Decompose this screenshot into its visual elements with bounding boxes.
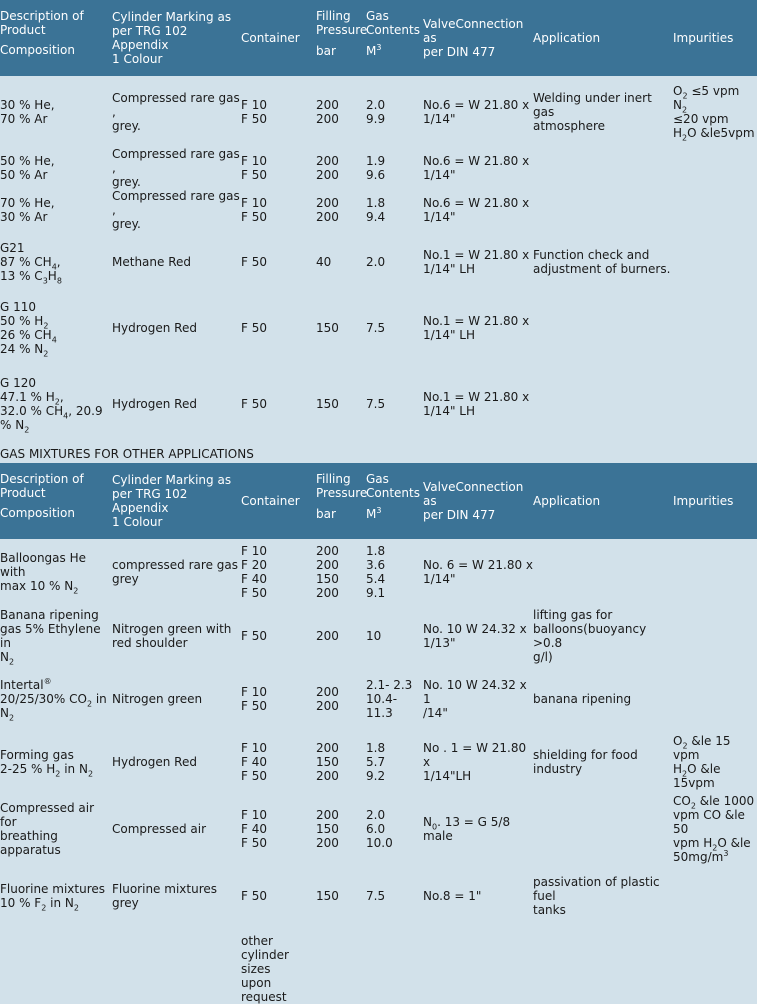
contents-cell: 7.5 bbox=[366, 889, 386, 903]
application-cell bbox=[533, 189, 673, 231]
product-cell: Compressed air for breathing apparatus bbox=[0, 801, 95, 857]
section-1-body bbox=[0, 76, 757, 444]
section-title: GAS MIXTURES FOR OTHER APPLICATIONS bbox=[0, 446, 254, 461]
pressure-cell: 40 bbox=[316, 254, 332, 269]
contents-cell: 1.8 5.7 9.2 bbox=[366, 741, 386, 783]
table-row bbox=[0, 364, 757, 444]
header-composition: Composition bbox=[0, 43, 75, 57]
product-cell: Intertal® 20/25/30% $CO_2$ in $N_2$ bbox=[0, 677, 107, 723]
header-application: Application bbox=[533, 494, 601, 508]
header-gas-contents: Gas Contents bbox=[366, 9, 420, 37]
product-cell: Balloongas He with max 10 % $N_2$ bbox=[0, 550, 86, 595]
impurities-cell bbox=[673, 539, 757, 604]
application-cell bbox=[533, 794, 673, 864]
table-row bbox=[0, 189, 757, 231]
product-cell: G21 87 % $CH_4$, 13 % $C_3H_8$ bbox=[0, 240, 62, 285]
pressure-cell: 200 200 bbox=[316, 97, 339, 126]
contents-cell: 2.0 9.9 bbox=[366, 97, 386, 126]
valve-cell: No.1 = W 21.80 x 1/14" LH bbox=[423, 390, 530, 418]
header-filling-pressure: Filling Pressure bbox=[316, 9, 368, 37]
marking-cell: Nitrogen green with red shoulder bbox=[112, 622, 232, 650]
valve-cell: No.8 = 1" bbox=[423, 889, 482, 903]
header-application: Application bbox=[533, 31, 601, 45]
header-description: Description of Product bbox=[0, 472, 84, 500]
header-impurities: Impurities bbox=[673, 494, 734, 508]
header-composition: Composition bbox=[0, 506, 75, 520]
product-cell: 70 % He, 30 % Ar bbox=[0, 196, 55, 224]
application-cell bbox=[533, 364, 673, 444]
application-cell bbox=[533, 147, 673, 189]
application-cell: Welding under inert gas atmosphere bbox=[533, 90, 652, 133]
header-impurities: Impurities bbox=[673, 31, 734, 45]
marking-cell: Compressed rare gas , grey. bbox=[112, 189, 240, 231]
valve-cell: No. 10 W 24.32 x 1/13" bbox=[423, 622, 527, 650]
application-cell: Function check and adjustment of burners. bbox=[533, 247, 671, 276]
container-cell: F 50 bbox=[241, 254, 267, 269]
marking-cell: Hydrogen Red bbox=[112, 397, 197, 411]
pressure-cell: 150 bbox=[316, 321, 339, 335]
container-size-note: other cylinder sizes upon request bbox=[241, 934, 289, 1004]
container-cell: F 50 bbox=[241, 889, 267, 903]
container-cell: F 10 F 40 F 50 bbox=[241, 808, 267, 850]
pressure-cell: 200 150 200 bbox=[316, 808, 339, 850]
table-row bbox=[0, 76, 757, 147]
marking-cell: Compressed rare gas , grey. bbox=[112, 90, 240, 133]
valve-cell: No.1 = W 21.80 x 1/14" LH bbox=[423, 314, 530, 342]
header-cylinder-marking: Cylinder Marking as per TRG 102 Appendix 1 Colour bbox=[112, 473, 232, 529]
container-cell: F 10 F 40 F 50 bbox=[241, 741, 267, 783]
pressure-cell: 200 200 bbox=[316, 154, 339, 182]
valve-cell: No. 6 = W 21.80 x 1/14" bbox=[423, 557, 534, 586]
pressure-cell: 200 200 bbox=[316, 685, 339, 713]
table-row bbox=[0, 668, 757, 730]
marking-cell: Methane Red bbox=[112, 254, 192, 269]
valve-cell: $N_0$. 13 = G 5/8 male bbox=[423, 815, 511, 843]
impurities-cell: $O_2$ &le 15 vpm $H_2O$ &le 15vpm bbox=[673, 734, 731, 790]
application-cell: shielding for food industry bbox=[533, 748, 638, 776]
container-cell: F 50 bbox=[241, 629, 267, 643]
impurities-cell bbox=[673, 364, 757, 444]
application-cell bbox=[533, 292, 673, 364]
container-cell: F 50 bbox=[241, 397, 267, 411]
pressure-cell: 150 bbox=[316, 397, 339, 411]
header-valve-connection: ValveConnection as per DIN 477 bbox=[423, 17, 524, 59]
impurities-cell bbox=[673, 604, 757, 668]
header-gas-contents: Gas Contents bbox=[366, 472, 420, 500]
header-gas-unit: $M^3$ bbox=[366, 43, 382, 58]
marking-cell: Hydrogen Red bbox=[112, 755, 197, 769]
header-filling-unit: bar bbox=[316, 44, 336, 58]
impurities-cell: $CO_2$ &le 1000 vpm CO &le 50 vpm $H_2O$ &le $50mg/m^3$ bbox=[673, 794, 755, 864]
marking-cell: Compressed air bbox=[112, 822, 207, 836]
application-cell: banana ripening bbox=[533, 692, 632, 706]
container-cell: F 10 F 50 bbox=[241, 685, 267, 713]
pressure-cell: 200 150 200 bbox=[316, 741, 339, 783]
table-row bbox=[0, 604, 757, 668]
footer-row bbox=[0, 928, 757, 1004]
marking-cell: Nitrogen green bbox=[112, 692, 203, 706]
table-row bbox=[0, 794, 757, 864]
header-cylinder-marking: Cylinder Marking as per TRG 102 Appendix 1 Colour bbox=[112, 10, 232, 66]
pressure-cell: 200 200 bbox=[316, 196, 339, 224]
application-cell bbox=[533, 539, 673, 604]
pressure-cell: 150 bbox=[316, 889, 339, 903]
valve-cell: No.1 = W 21.80 x 1/14" LH bbox=[423, 247, 530, 276]
contents-cell: 7.5 bbox=[366, 321, 386, 335]
header-filling-unit: bar bbox=[316, 507, 336, 521]
product-cell: Forming gas 2-25 % $H_2$ in $N_2$ bbox=[0, 748, 94, 779]
valve-cell: No. 10 W 24.32 x 1 /14" bbox=[423, 678, 527, 720]
product-cell: Fluorine mixtures 10 % $F_2$ in $N_2$ bbox=[0, 882, 105, 913]
header-gas-unit: $M^3$ bbox=[366, 506, 382, 521]
header-row-2 bbox=[0, 463, 757, 539]
contents-cell: 1.9 9.6 bbox=[366, 154, 386, 182]
valve-cell: No.6 = W 21.80 x 1/14" bbox=[423, 97, 530, 126]
header-filling-pressure: Filling Pressure bbox=[316, 472, 368, 500]
contents-cell: 1.8 9.4 bbox=[366, 196, 386, 224]
impurities-cell bbox=[673, 864, 757, 928]
valve-cell: No.6 = W 21.80 x 1/14" bbox=[423, 196, 530, 224]
impurities-cell bbox=[673, 292, 757, 364]
pressure-cell: 200 200 150 200 bbox=[316, 543, 339, 600]
contents-cell: 1.8 3.6 5.4 9.1 bbox=[366, 543, 386, 600]
contents-cell: 10 bbox=[366, 629, 382, 643]
header-row-1 bbox=[0, 0, 757, 76]
impurities-cell: $O_2 \le 5$ vpm $N_2$ ≤20 vpm $H_2O$ &le5vpm bbox=[673, 83, 755, 142]
marking-cell: Fluorine mixtures grey bbox=[112, 882, 217, 910]
container-cell: F 10 F 50 bbox=[241, 196, 267, 224]
application-cell: passivation of plastic fuel tanks bbox=[533, 875, 660, 917]
contents-cell: 2.0 bbox=[366, 254, 386, 269]
table-row bbox=[0, 292, 757, 364]
product-cell: G 110 50 % $H_2$ 26 % $CH_4$ 24 % $N_2$ bbox=[0, 300, 57, 359]
marking-cell: Compressed rare gas , grey. bbox=[112, 147, 240, 189]
application-cell: lifting gas for balloons(buoyancy >0.8 g/l) bbox=[533, 608, 647, 664]
product-cell: G 120 47.1 % $H_2$, 32.0 % $CH_4$, 20.9 % $N_2$ bbox=[0, 376, 103, 435]
marking-cell: compressed rare gas grey bbox=[112, 557, 238, 586]
valve-cell: No.6 = W 21.80 x 1/14" bbox=[423, 154, 530, 182]
header-description: Description of Product bbox=[0, 9, 84, 37]
section-title-row bbox=[0, 444, 757, 463]
section-2-body bbox=[0, 539, 757, 928]
table-row bbox=[0, 730, 757, 794]
impurities-cell bbox=[673, 668, 757, 730]
header-container: Container bbox=[241, 494, 300, 508]
table-row bbox=[0, 147, 757, 189]
marking-cell: Hydrogen Red bbox=[112, 321, 197, 335]
contents-cell: 2.1- 2.3 10.4-11.3 bbox=[366, 678, 413, 720]
table-row bbox=[0, 539, 757, 604]
valve-cell: No . 1 = W 21.80 x 1/14"LH bbox=[423, 741, 527, 783]
product-cell: 50 % He, 50 % Ar bbox=[0, 154, 55, 182]
contents-cell: 2.0 6.0 10.0 bbox=[366, 808, 393, 850]
container-cell: F 50 bbox=[241, 321, 267, 335]
product-cell: Banana ripening gas 5% Ethylene in $N_2$ bbox=[0, 608, 101, 667]
impurities-cell bbox=[673, 189, 757, 231]
container-cell: F 10 F 50 bbox=[241, 154, 267, 182]
container-cell: F 10 F 20 F 40 F 50 bbox=[241, 543, 267, 600]
header-valve-connection: ValveConnection as per DIN 477 bbox=[423, 480, 524, 522]
table-row bbox=[0, 864, 757, 928]
header-container: Container bbox=[241, 31, 300, 45]
product-cell: 30 % He, 70 % Ar bbox=[0, 97, 55, 126]
impurities-cell bbox=[673, 231, 757, 292]
table-row bbox=[0, 231, 757, 292]
impurities-cell bbox=[673, 147, 757, 189]
container-cell: F 10 F 50 bbox=[241, 97, 267, 126]
contents-cell: 7.5 bbox=[366, 397, 386, 411]
pressure-cell: 200 bbox=[316, 629, 339, 643]
